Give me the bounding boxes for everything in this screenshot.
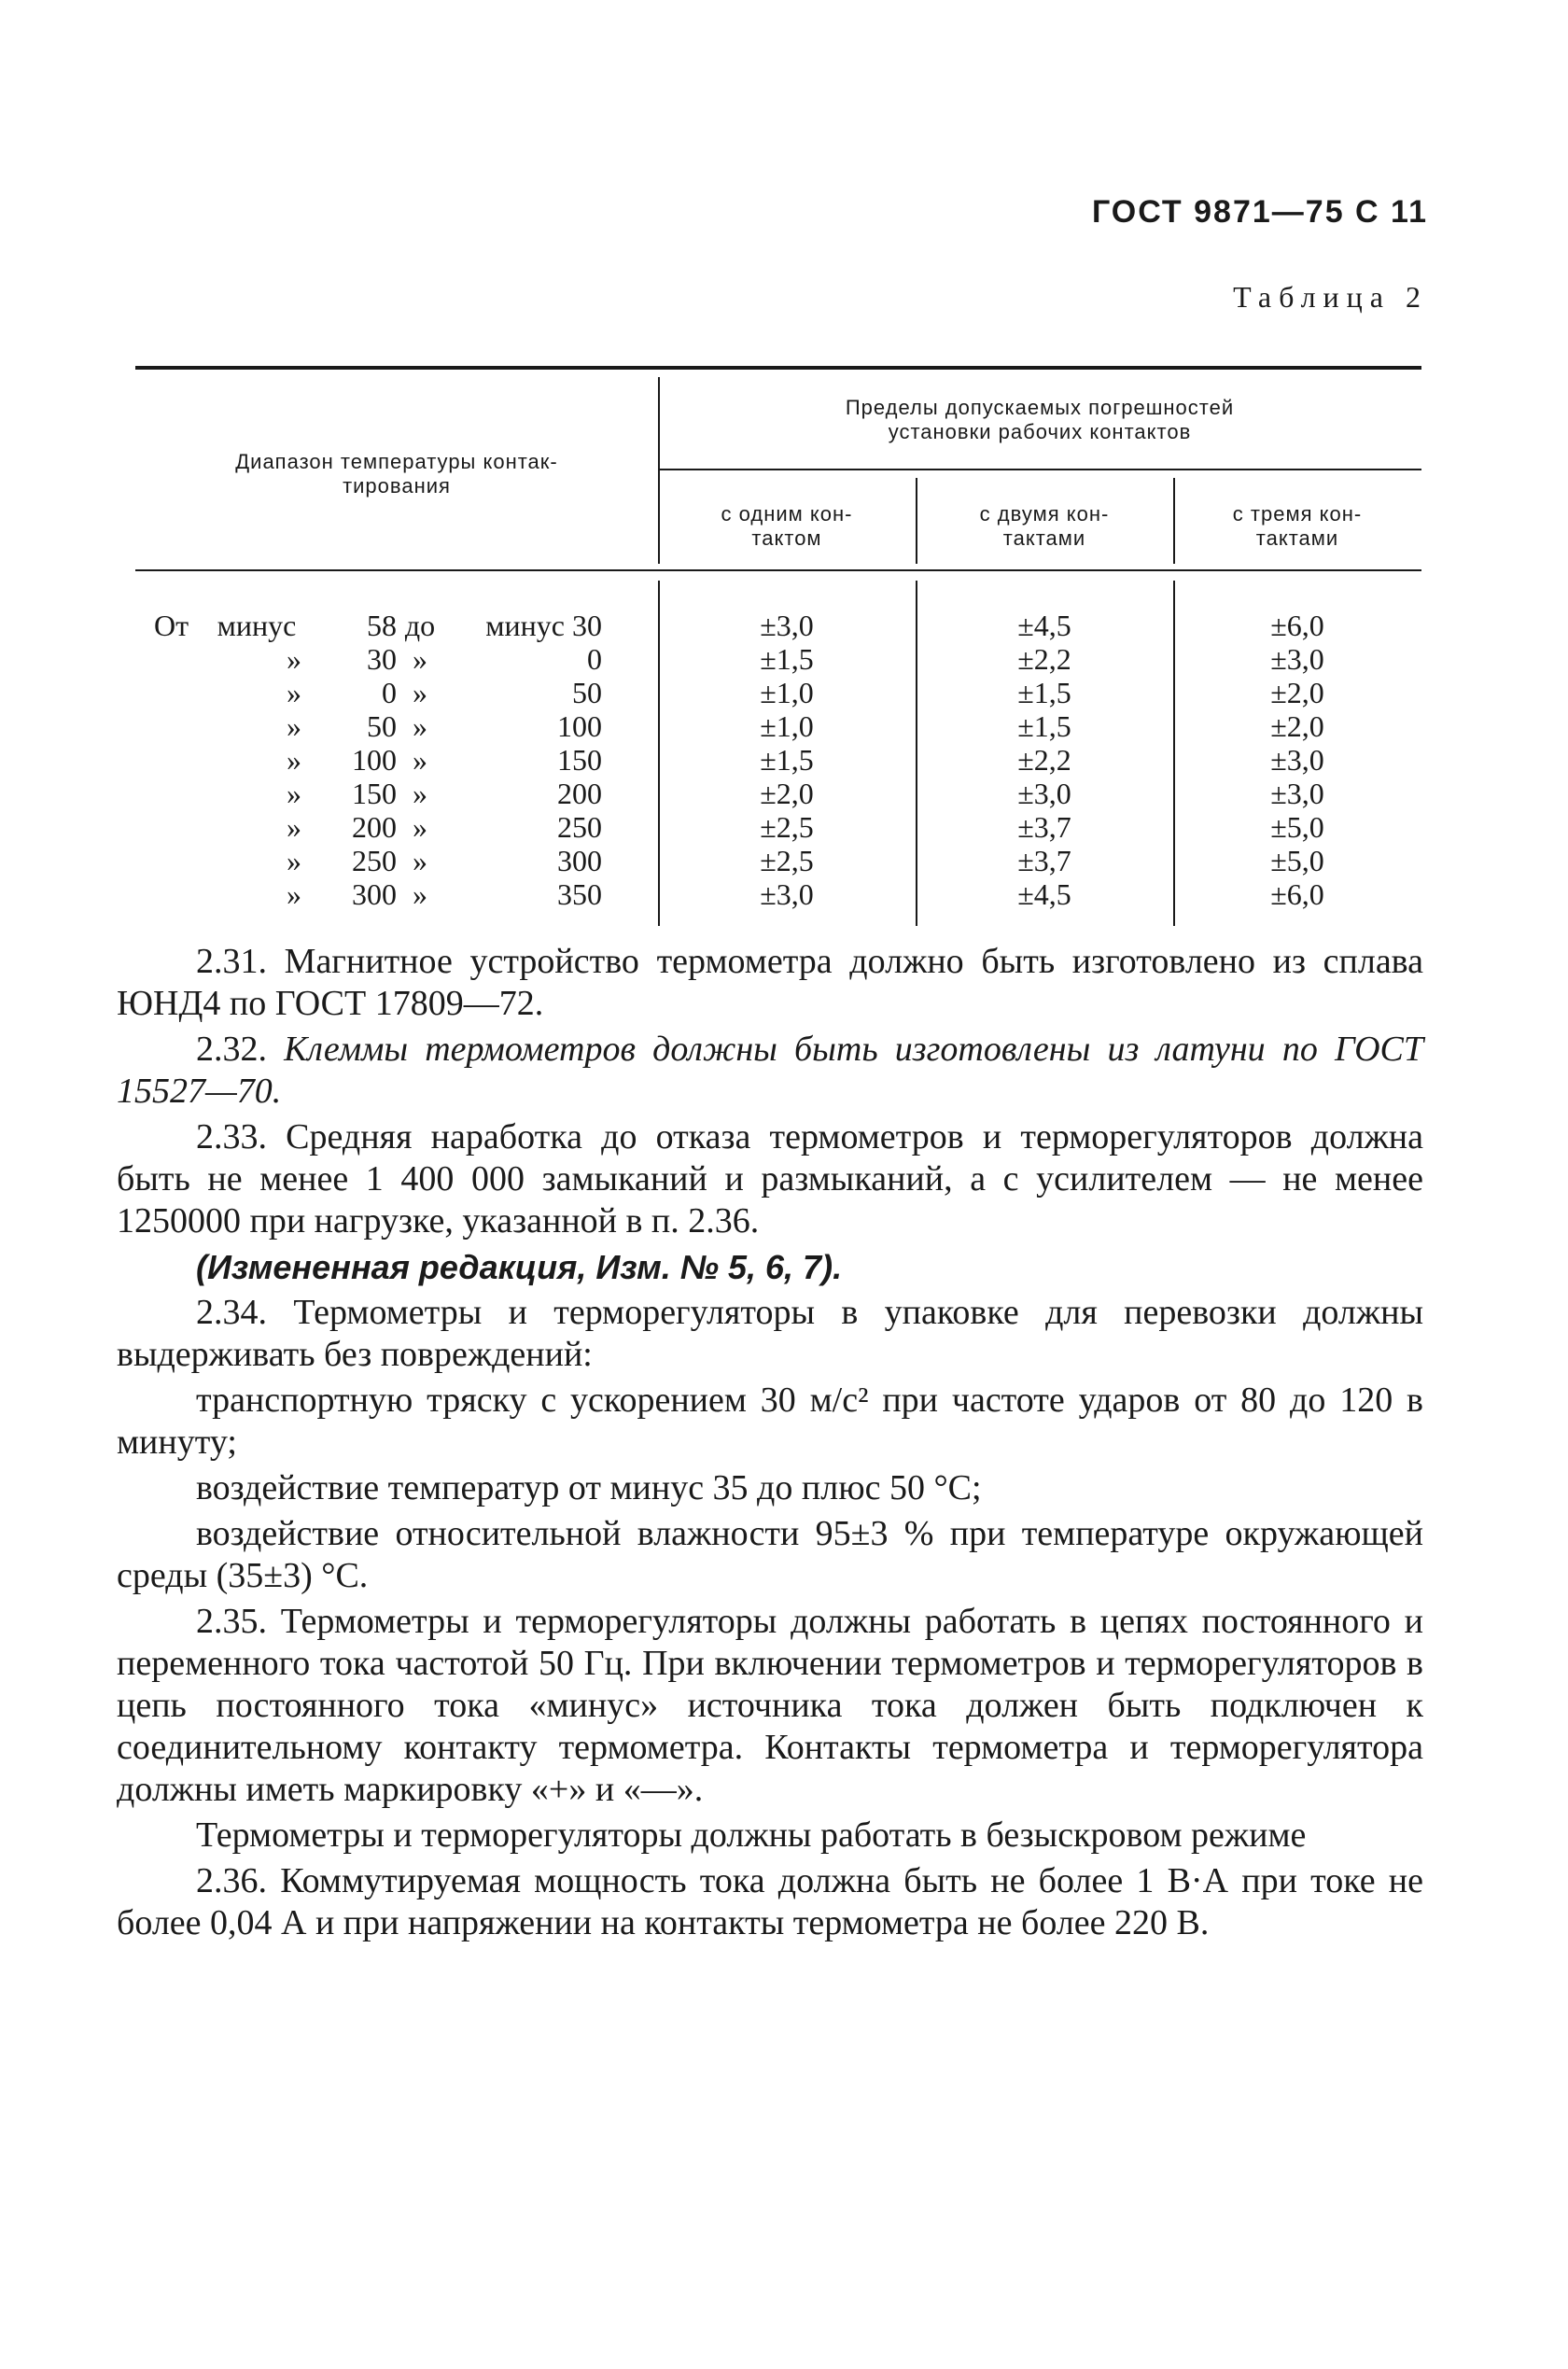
- row-to-value: 100: [557, 709, 602, 743]
- table-row: [135, 877, 1421, 911]
- row-word-from: »: [287, 844, 301, 877]
- row-word-to: »: [413, 642, 427, 676]
- row-to-value: 200: [557, 777, 602, 810]
- row-error-two-contacts: ±3,7: [1017, 810, 1071, 844]
- clause-2-32: [117, 1029, 1423, 1113]
- row-error-three-contacts: ±5,0: [1270, 810, 1324, 844]
- row-word-from: »: [287, 709, 301, 743]
- clause-2-34-item: транспортную тряску с ускорением 30 м/с² при частоте ударов от 80 до 120 в минуту;: [117, 1381, 1423, 1462]
- table-caption: Таблица 2: [1233, 280, 1428, 314]
- clause-2-35-note: Термометры и терморегуляторы должны работать в безыскровом режиме: [196, 1815, 1307, 1855]
- row-word-from: минус: [217, 609, 297, 642]
- header-one-contact: с одним кон- тактом: [721, 502, 853, 550]
- header-temperature-range: Диапазон температуры контак- тирования: [235, 450, 558, 498]
- row-to-value: минус 30: [485, 609, 602, 642]
- row-from-value: 100: [352, 743, 397, 777]
- row-error-two-contacts: ±1,5: [1017, 676, 1071, 709]
- row-to-value: 150: [557, 743, 602, 777]
- row-error-one-contact: ±1,0: [760, 676, 814, 709]
- row-to-value: 350: [557, 877, 602, 911]
- row-to-value: 50: [572, 676, 602, 709]
- table-top-rule: [135, 366, 1421, 370]
- row-to-value: 300: [557, 844, 602, 877]
- row-error-three-contacts: ±2,0: [1270, 676, 1324, 709]
- row-word-to: »: [413, 810, 427, 844]
- table-header-subrule: [658, 469, 1421, 470]
- row-from-value: 150: [352, 777, 397, 810]
- table-header-bottom-rule: [135, 569, 1421, 571]
- row-error-two-contacts: ±2,2: [1017, 642, 1071, 676]
- row-error-three-contacts: ±6,0: [1270, 609, 1324, 642]
- row-from-value: 30: [367, 642, 397, 676]
- row-word-from: »: [287, 877, 301, 911]
- row-to-value: 0: [587, 642, 602, 676]
- clause-2-34-item: воздействие относительной влажности 95±3 % при температуре окружающей среды (35±3) °С.: [117, 1514, 1423, 1595]
- body-text: [117, 941, 1423, 1948]
- header-three-contacts: с тремя кон- тактами: [1232, 502, 1363, 550]
- row-error-three-contacts: ±2,0: [1270, 709, 1324, 743]
- clause-2-31: 2.31. Магнитное устройство термометра должно быть изготовлено из сплава ЮНД4 по ГОСТ 17809—72.: [117, 942, 1423, 1023]
- row-word-to: »: [413, 877, 427, 911]
- row-from-value: 0: [382, 676, 397, 709]
- tolerance-table: [135, 366, 1421, 926]
- clause-text: Клеммы термометров должны быть изготовлены из латуни по ГОСТ 15527—70.: [117, 1030, 1424, 1111]
- row-error-one-contact: ±1,5: [760, 642, 814, 676]
- table-row: [135, 777, 1421, 810]
- table-row: [135, 743, 1421, 777]
- row-error-two-contacts: ±4,5: [1017, 609, 1071, 642]
- row-from-value: 58: [367, 609, 397, 642]
- row-word-to: »: [413, 844, 427, 877]
- row-error-three-contacts: ±3,0: [1270, 743, 1324, 777]
- table-row: [135, 709, 1421, 743]
- row-error-two-contacts: ±4,5: [1017, 877, 1071, 911]
- row-from-value: 300: [352, 877, 397, 911]
- clause-number: 2.32.: [196, 1030, 267, 1069]
- row-error-one-contact: ±3,0: [760, 877, 814, 911]
- row-word-from: »: [287, 642, 301, 676]
- clause-2-36: 2.36. Коммутируемая мощность тока должна быть не более 1 В·А при токе не более 0,04 А и при напряжении на контакты термометра не более 220 В.: [117, 1861, 1423, 1942]
- row-prefix: От: [154, 609, 189, 642]
- table-row: [135, 676, 1421, 709]
- row-from-value: 200: [352, 810, 397, 844]
- row-from-value: 250: [352, 844, 397, 877]
- header-two-contacts: с двумя кон- тактами: [979, 502, 1110, 550]
- row-word-from: »: [287, 743, 301, 777]
- row-from-value: 50: [367, 709, 397, 743]
- row-error-three-contacts: ±3,0: [1270, 642, 1324, 676]
- row-word-from: »: [287, 676, 301, 709]
- row-to-value: 250: [557, 810, 602, 844]
- row-error-two-contacts: ±2,2: [1017, 743, 1071, 777]
- row-word-to: »: [413, 709, 427, 743]
- clause-2-35: 2.35. Термометры и терморегуляторы должны работать в цепях постоянного и переменного тока частотой 50 Гц. При включении термометров и терморегуляторов в цепь постоянного тока «минус» источника тока должен быть подключен к соединительному контакту термометра. Контакты термометра и терморегулятора должны иметь маркировку «+» и «—».: [117, 1602, 1423, 1809]
- row-error-one-contact: ±1,0: [760, 709, 814, 743]
- table-body: [135, 609, 1421, 911]
- row-word-from: »: [287, 810, 301, 844]
- row-error-three-contacts: ±3,0: [1270, 777, 1324, 810]
- table-row: [135, 844, 1421, 877]
- header-error-limits: Пределы допускаемых погрешностей установки рабочих контактов: [845, 396, 1235, 443]
- row-error-three-contacts: ±5,0: [1270, 844, 1324, 877]
- row-word-to: »: [413, 743, 427, 777]
- row-word-to: »: [413, 676, 427, 709]
- row-word-to: »: [413, 777, 427, 810]
- row-error-one-contact: ±1,5: [760, 743, 814, 777]
- row-error-two-contacts: ±3,0: [1017, 777, 1071, 810]
- table-row: [135, 642, 1421, 676]
- table-row: [135, 609, 1421, 642]
- row-error-one-contact: ±2,5: [760, 844, 814, 877]
- row-error-one-contact: ±2,5: [760, 810, 814, 844]
- amendment-note: (Измененная редакция, Изм. № 5, 6, 7).: [196, 1248, 843, 1286]
- row-error-two-contacts: ±3,7: [1017, 844, 1071, 877]
- document-reference: ГОСТ 9871—75 С 11: [1091, 194, 1428, 230]
- clause-2-34: 2.34. Термометры и терморегуляторы в упаковке для перевозки должны выдерживать без повреждений:: [117, 1293, 1423, 1374]
- row-error-one-contact: ±2,0: [760, 777, 814, 810]
- row-word-to: до: [404, 609, 436, 642]
- clause-2-33: 2.33. Средняя наработка до отказа термометров и терморегуляторов должна быть не менее 1 400 000 замыканий и размыканий, а с усилителем — не менее 1250000 при нагрузке, указанной в п. 2.36.: [117, 1117, 1423, 1241]
- row-error-two-contacts: ±1,5: [1017, 709, 1071, 743]
- table-row: [135, 810, 1421, 844]
- row-error-one-contact: ±3,0: [760, 609, 814, 642]
- row-word-from: »: [287, 777, 301, 810]
- clause-2-34-item: воздействие температур от минус 35 до плюс 50 °С;: [196, 1468, 982, 1507]
- row-error-three-contacts: ±6,0: [1270, 877, 1324, 911]
